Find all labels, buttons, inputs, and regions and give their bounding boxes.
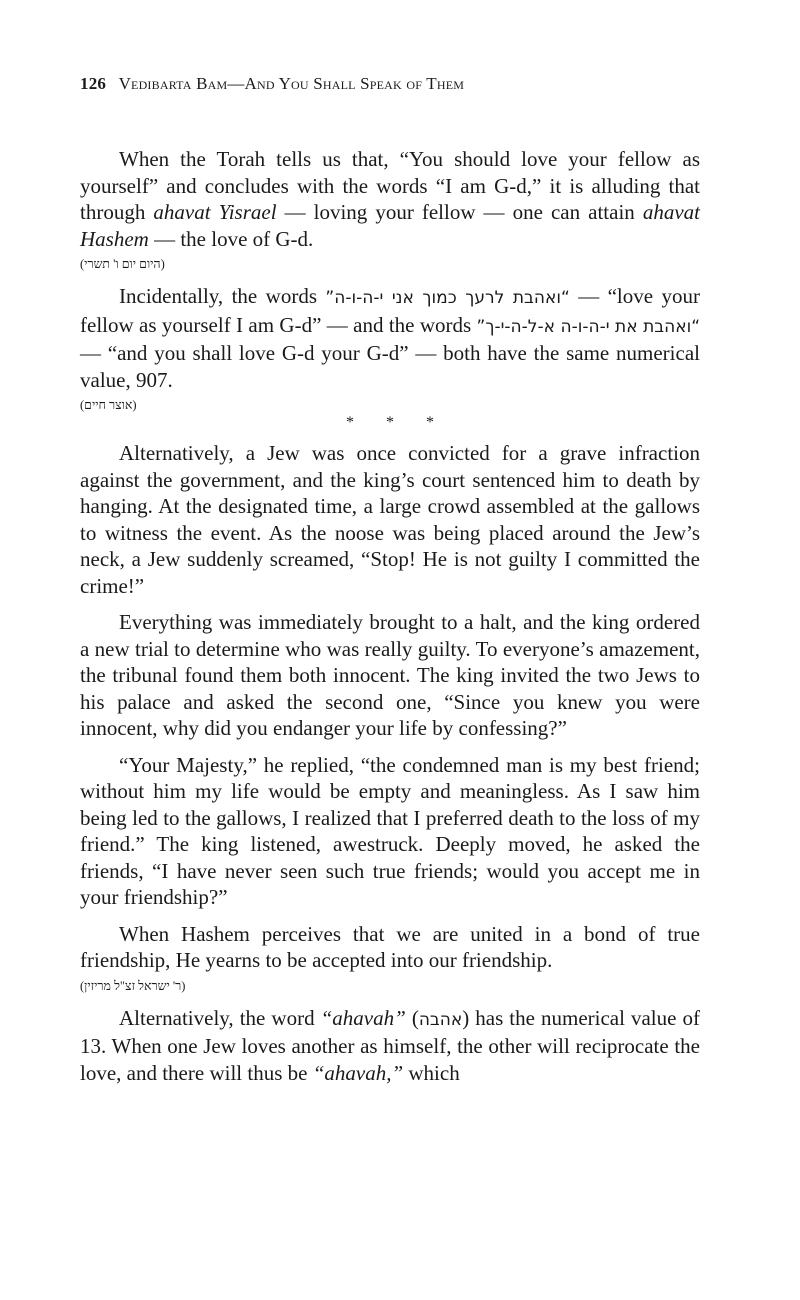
body-paragraph bbox=[80, 752, 700, 911]
source-citation-text: (אוצר חיים) bbox=[80, 398, 137, 412]
body-paragraph bbox=[80, 921, 700, 974]
paragraph-text: — “love your fellow as yourself I am G-d” — and the words bbox=[80, 284, 700, 337]
paragraph-text: ( bbox=[405, 1005, 419, 1030]
body-paragraph bbox=[80, 283, 700, 393]
transliteration: ahavat Yisrael bbox=[153, 200, 277, 224]
transliteration: “ahavah” bbox=[320, 1005, 406, 1030]
book-page bbox=[80, 74, 700, 1086]
source-citation bbox=[80, 396, 700, 414]
running-head bbox=[80, 74, 700, 94]
transliteration: ahavat Hashem bbox=[80, 200, 700, 251]
running-head-title: Vedibarta Bam—And You Shall Speak of Them bbox=[118, 74, 465, 93]
hebrew-text: “ואהבת לרעך כמוך אני י-ה-ו-ה” bbox=[325, 288, 570, 308]
paragraph-text: Alternatively, the word bbox=[119, 1005, 321, 1030]
source-citation bbox=[80, 255, 700, 273]
section-divider: * * * bbox=[346, 414, 448, 431]
paragraph-text: When Hashem perceives that we are united in a bond of true friendship, He yearns to be accepted into our friendship. bbox=[80, 921, 700, 972]
source-citation bbox=[80, 977, 700, 995]
paragraph-text: — “and you shall love G-d your G-d” — both have the same numerical value, 907. bbox=[80, 341, 700, 392]
paragraph-text: ) has the numerical value of 13. When one Jew loves another as himself, the other will reciprocate the love, and there will thus be bbox=[80, 1005, 700, 1085]
source-citation-text: (היום יום ו' תשרי) bbox=[80, 257, 165, 271]
paragraph-text: which bbox=[403, 1060, 460, 1085]
paragraph-text: Everything was immediately brought to a halt, and the king ordered a new trial to determine who was really guilty. To everyone’s amazement, the tribunal found them both innocent. The king invited the two Jews to his palace and asked the second one, “Since you knew you were innocent, why did you endanger your life by confessing?” bbox=[80, 610, 700, 740]
paragraph-text: Incidentally, the words bbox=[119, 284, 326, 308]
source-citation-text: (ר' ישראל זצ"ל מריזין) bbox=[80, 978, 186, 993]
transliteration: “ahavah,” bbox=[312, 1060, 404, 1085]
hebrew-text: “ואהבת את י-ה-ו-ה א-ל-ה-י-ך” bbox=[476, 316, 701, 337]
body-paragraph bbox=[80, 440, 700, 599]
paragraph-text: — the love of G-d. bbox=[148, 226, 314, 251]
paragraph-text: — loving your fellow — one can attain bbox=[276, 200, 643, 224]
paragraph-text: Alternatively, a Jew was once convicted for a grave infraction against the government, and the king’s court sentenced him to death by hanging. At the designated time, a large crowd assembled at the gallows to witness the event. As the noose was being placed around the Jew’s neck, a Jew suddenly screamed, “Stop! He is not guilty I committed the crime!” bbox=[80, 441, 700, 598]
paragraph-text: When the Torah tells us that, “You should love your fellow as yourself” and concludes with the words “I am G-d,” it is alluding that through bbox=[80, 147, 700, 224]
hebrew-text: אהבה bbox=[418, 1009, 463, 1030]
body-paragraph bbox=[80, 146, 700, 252]
body-paragraph bbox=[80, 609, 700, 742]
body-text bbox=[80, 146, 700, 1086]
paragraph-text: “Your Majesty,” he replied, “the condemned man is my best friend; without him my life would be empty and meaningless. As I saw him being led to the gallows, I realized that I preferred death to the loss of my friend.” The king listened, awestruck. Deeply moved, he asked the friends, “I have never seen such true friends; would you accept me in your friendship?” bbox=[80, 752, 700, 909]
page-number: 126 bbox=[80, 74, 107, 93]
body-paragraph bbox=[80, 1005, 700, 1087]
